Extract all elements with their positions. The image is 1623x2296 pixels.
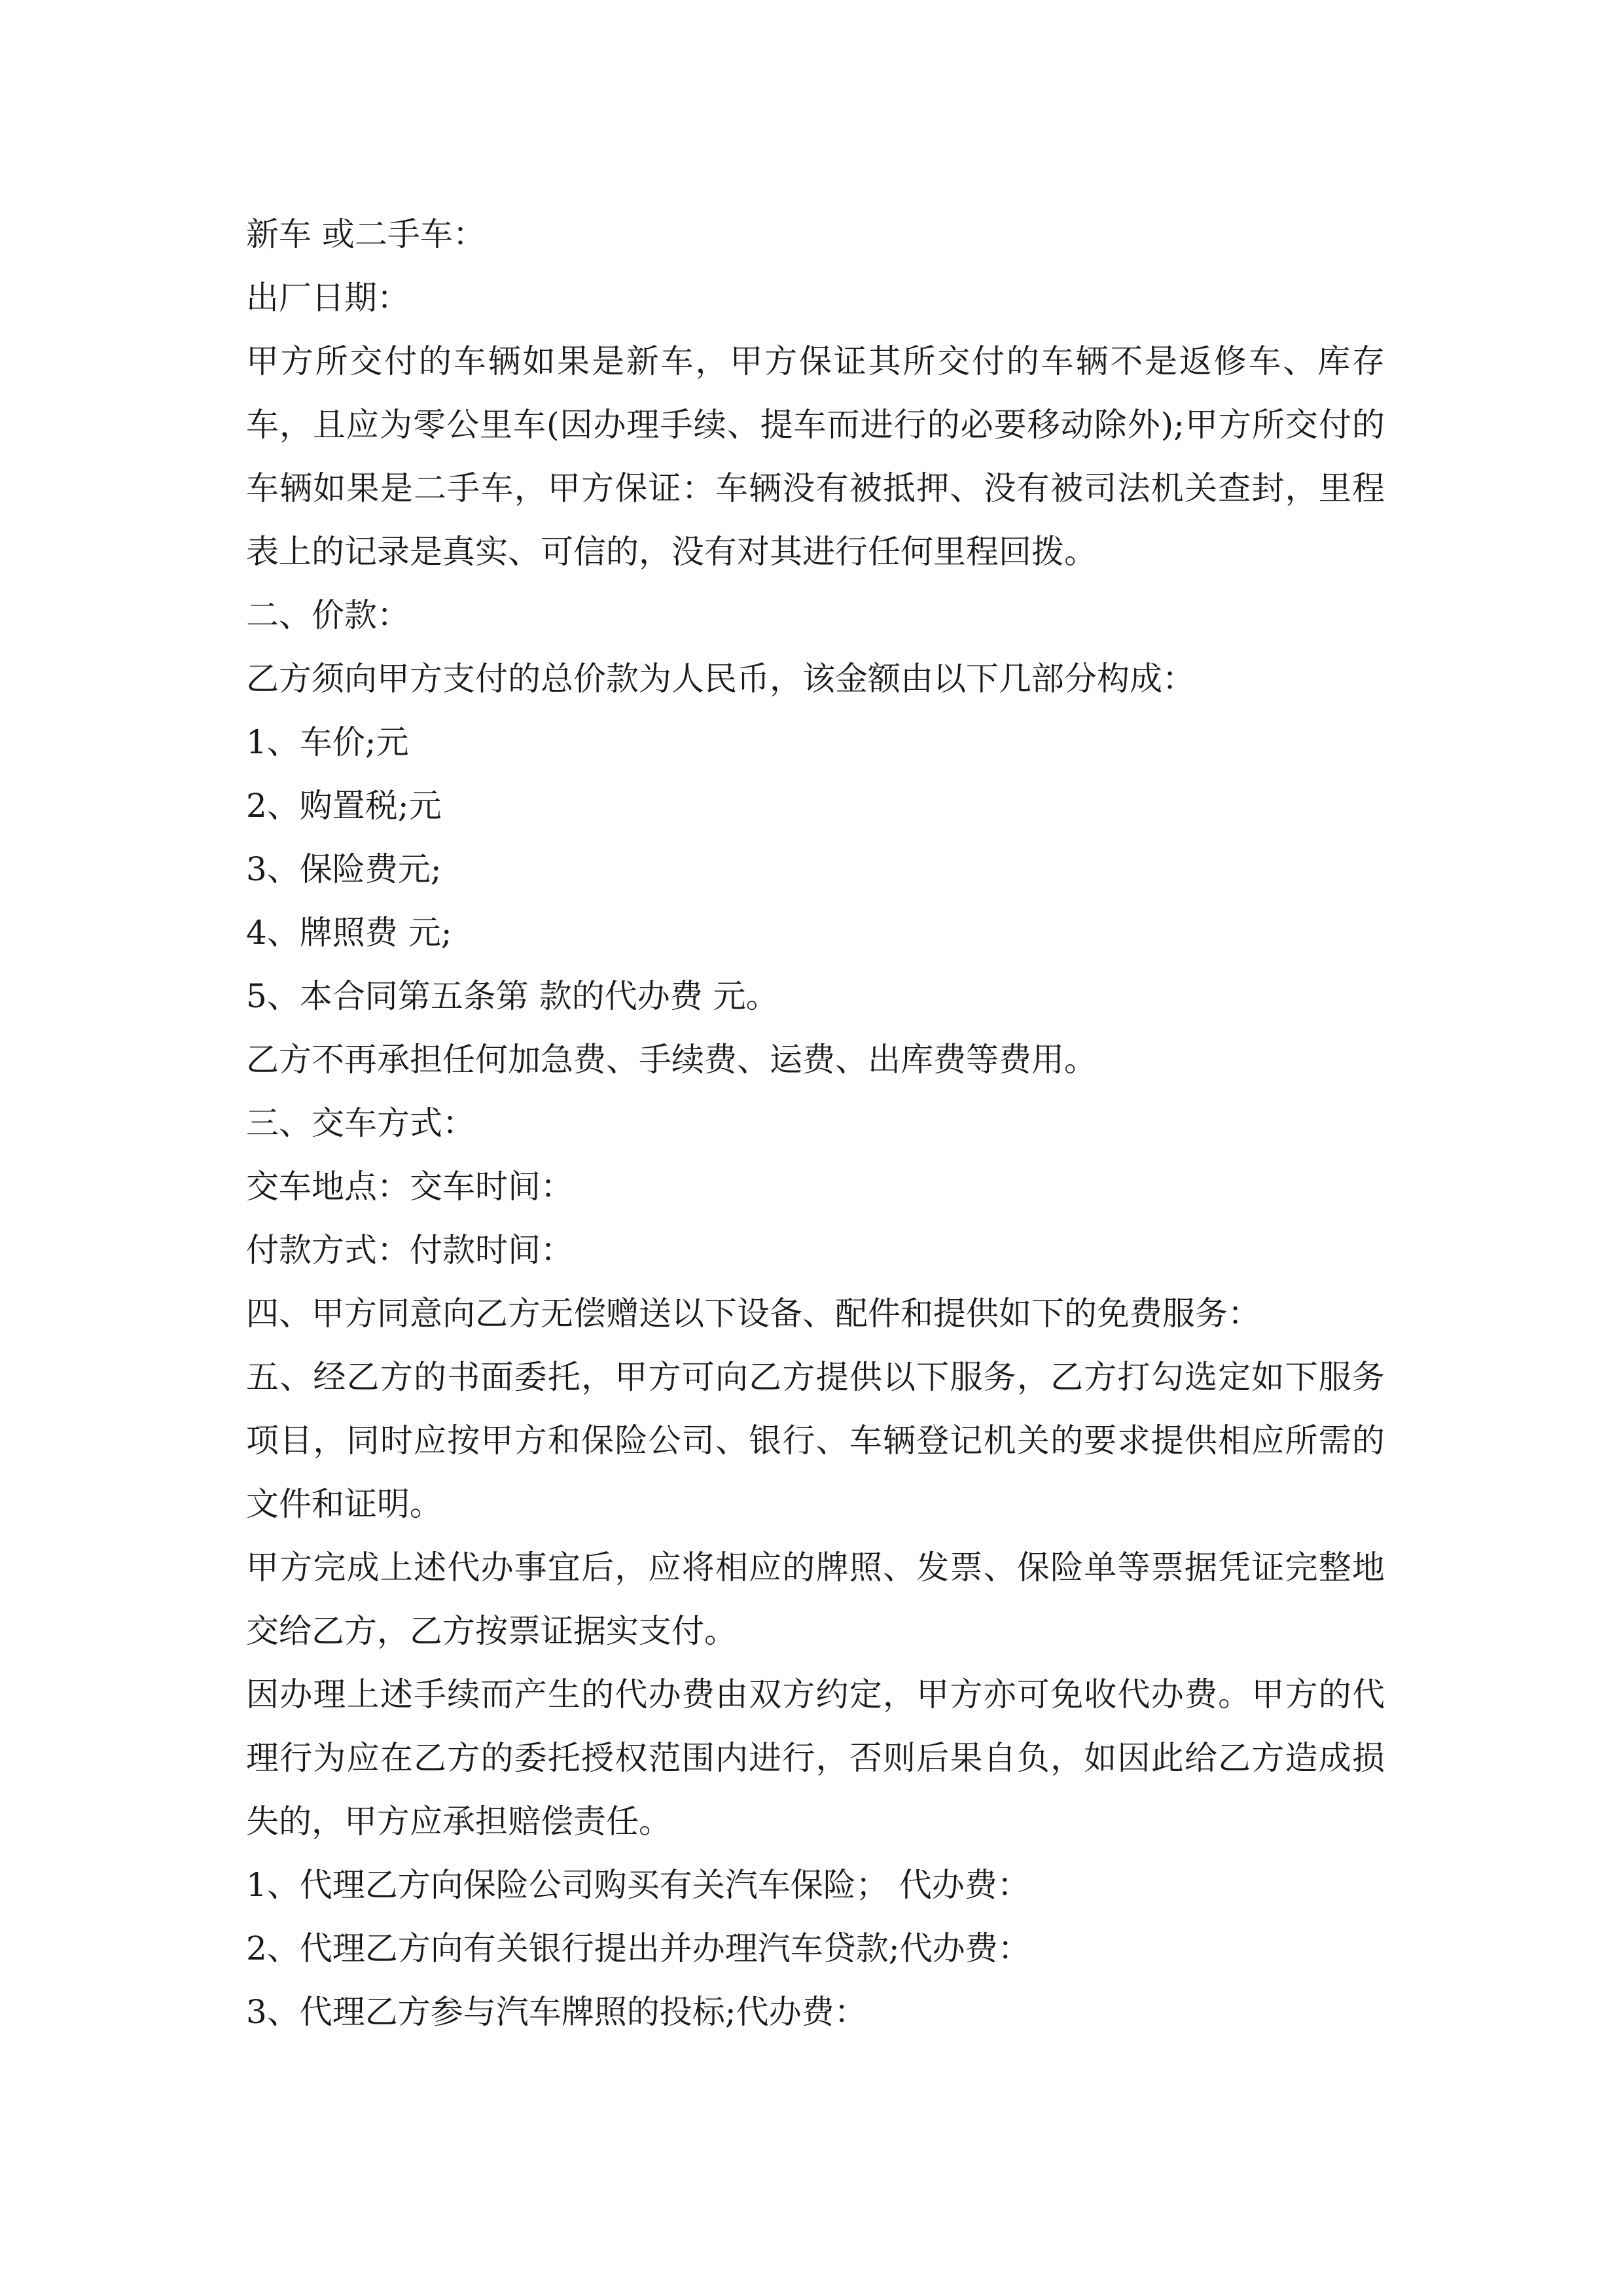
paragraph-manufacture-date: 出厂日期： (246, 279, 410, 317)
paragraph-agency-completion: 甲方完成上述代办事宜后，应将相应的牌照、发票、保险单等票据凭证完整地交给乙方，乙方按票证据实支付。 (246, 1549, 1385, 1650)
list-item-loan-agency: 2、代理乙方向有关银行提出并办理汽车贷款;代办费： (246, 1929, 1031, 1967)
paragraph-total-price: 乙方须向甲方支付的总价款为人民币，该金额由以下几部分构成： (246, 660, 1195, 698)
list-item-insurance-agency: 1、代理乙方向保险公司购买有关汽车保险； 代办费： (246, 1866, 1030, 1904)
section-heading-free-services: 四、甲方同意向乙方无偿赠送以下设备、配件和提供如下的免费服务： (246, 1295, 1260, 1333)
section-heading-price: 二、价款： (246, 596, 410, 634)
document-body (246, 203, 1385, 2044)
paragraph-delivery-place-time: 交车地点：交车时间： (246, 1168, 573, 1206)
list-item-car-price: 1、车价;元 (246, 723, 409, 761)
paragraph-agency-fee-terms: 因办理上述手续而产生的代办费由双方约定，甲方亦可免收代办费。甲方的代理行为应在乙方的委托授权范围内进行，否则后果自负，如因此给乙方造成损失的，甲方应承担赔偿责任。 (246, 1676, 1385, 1840)
list-item-insurance-fee: 3、保险费元; (246, 850, 442, 888)
section-heading-agency-services: 五、经乙方的书面委托，甲方可向乙方提供以下服务，乙方打勾选定如下服务项目，同时应按甲方和保险公司、银行、车辆登记机关的要求提供相应所需的文件和证明。 (246, 1358, 1385, 1523)
paragraph-payment-method-time: 付款方式：付款时间： (246, 1231, 573, 1269)
list-item-license-fee: 4、牌照费 元; (246, 914, 452, 952)
paragraph-no-extra-fees: 乙方不再承担任何加急费、手续费、运费、出库费等费用。 (246, 1041, 1097, 1079)
list-item-plate-bidding-agency: 3、代理乙方参与汽车牌照的投标;代办费： (246, 1993, 867, 2031)
section-heading-delivery: 三、交车方式： (246, 1104, 475, 1142)
list-item-purchase-tax: 2、购置税;元 (246, 787, 442, 825)
list-item-agency-fee: 5、本合同第五条第 款的代办费 元。 (246, 977, 779, 1015)
paragraph-vehicle-condition: 新车 或二手车： (246, 215, 486, 253)
paragraph-vehicle-guarantee: 甲方所交付的车辆如果是新车，甲方保证其所交付的车辆不是返修车、库存车，且应为零公里车(因办理手续、提车而进行的必要移动除外);甲方所交付的车辆如果是二手车，甲方保证：车辆没有被抵押、没有被司法机关查封，里程表上的记录是真实、可信的，没有对其进行任何里程回拨。 (246, 342, 1385, 571)
